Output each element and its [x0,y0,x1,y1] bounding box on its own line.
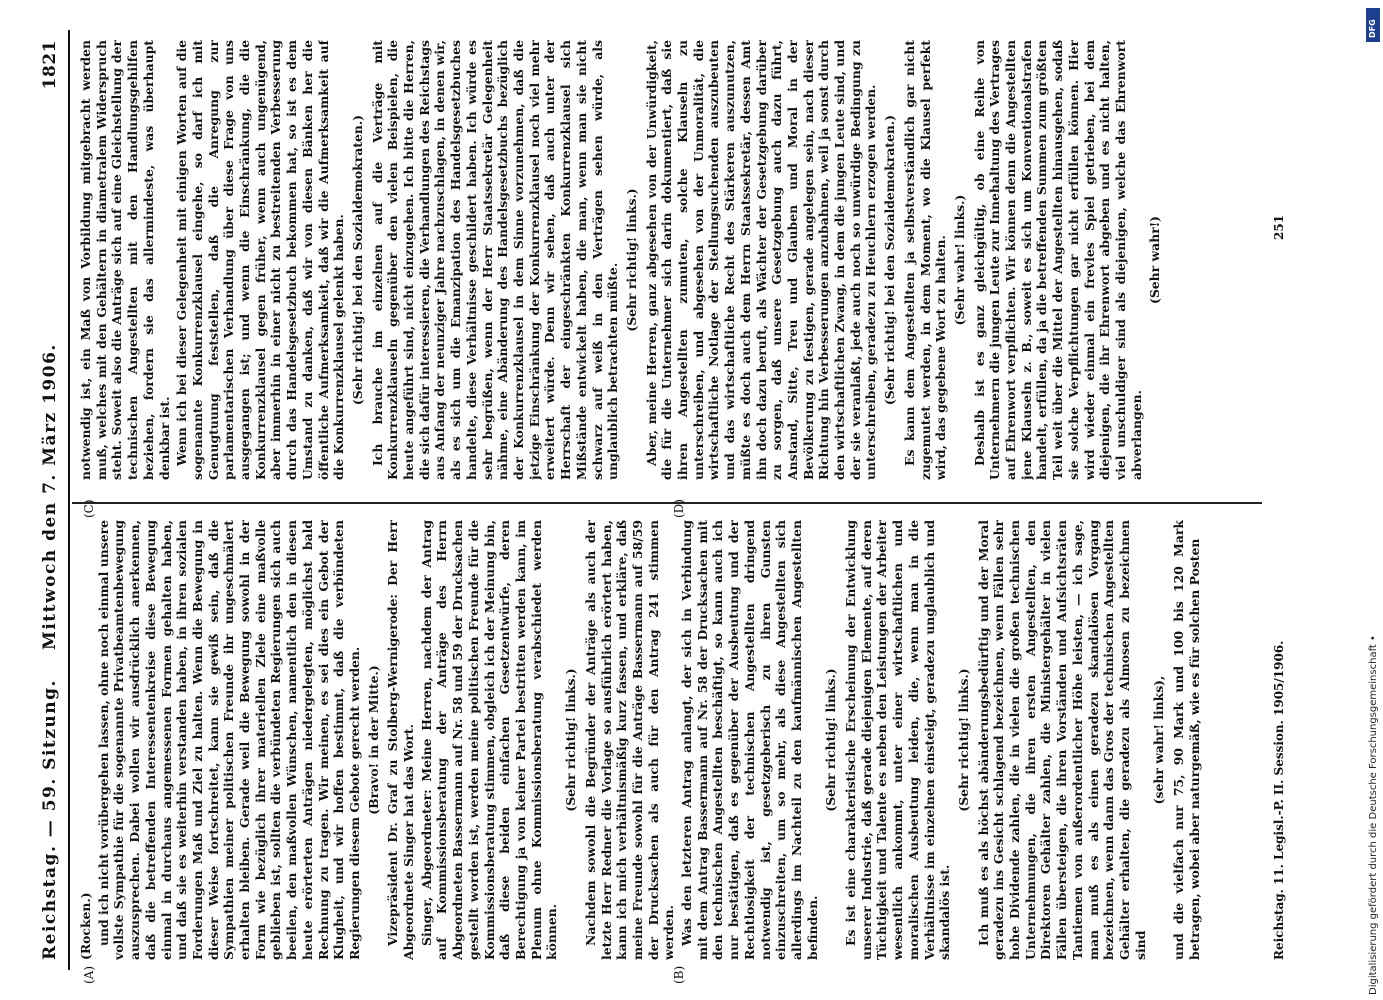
header-date: Mittwoch den 7. März 1906. [40,343,60,650]
paragraph: und die vielfach nur 75, 90 Mark und 100 bis 120 Mark betragen, wobei aber naturgemäß, wie es für solchen Posten [1171,520,1202,960]
header-left: Reichstag. — 59. Sitzung. [40,679,60,960]
paragraph: Nachdem sowohl die Begründer der Anträge als auch der letzte Herr Redner die Vorlage so ausführlich erörtert haben, kann ich mich verhältnismäßig kurz fassen, und erkläre, daß meine Freunde sowohl für die Anträge Bassermann auf 58/59 der Drucksachen als auch für den Antrag 241 stimmen werden. [582,520,677,960]
page-footer [1272,40,1302,960]
margin-mark-a: (A) [82,965,96,984]
interjection: (Sehr richtig! links.) [623,188,639,332]
interjection: (Sehr richtig! links.) [955,668,971,812]
column-divider [72,503,1262,505]
paragraph: notwendig ist, ein Maß von Vorbildung mitgebracht werden muß, welches mit den Gehältern in diametralem Widerspruch steht. Soweit also die Anträge sich auf eine Gleichstellung der technischen Angestellten mit den Handlungsgehilfen beziehen, fordern sie das allermindeste, was überhaupt denkbar ist. [78,40,172,480]
page-sheet [32,30,1332,984]
digitization-note [1358,5,1378,995]
margin-mark-b: (B) [672,965,686,984]
paragraph: Es ist eine charakteristische Erscheinung der Entwicklung unserer Industrie, daß gerade diejenigen Elemente, auf deren Tüchtigkeit und Talente es neben den Leistungen der Arbeiter wesentlich ankommt, unter einer wirtschaftlichen und moralischen Ausbeutung leiden, die, wenn man in die Verhältnisse im einzelnen einsteigt, geradezu unglaublich und skandalös ist. [843,520,953,960]
paragraph: Ich brauche im einzelnen auf die Verträge mit Konkurrenzklauseln gegenüber den vielen Beispielen, die heute angeführt sind, nicht einzugehen. Ich bitte die Herren, die sich dafür interessieren, die Verhandlungen des Reichstags aus Anfang der neunziger Jahre nachzuschlagen, in denen wir, als es sich um die Emanzipation des Handelsgesetzbuches handelte, diese Verhältnisse geschildert haben. Ich würde es sehr begrüßen, wenn der Herr Staatssekretär Gelegenheit nähme, eine Abänderung des Handelsgesetzbuchs bezüglich der Konkurrenzklausel in dem Sinne vorzunehmen, daß die jetzige Einschränkung der Konkurrenzklausel noch viel mehr erweitert würde. Denn wir sehen, daß auch unter der Herrschaft der eingeschränkten Konkurrenzklausel sich Mißstände entwickelt haben, die man, wenn man sie nicht schwarz auf weiß in den Verträgen sehen würde, als unglaublich betrachten müßte. [369,40,621,480]
paragraph: Aber, meine Herren, ganz abgesehen von der Unwürdigkeit, die für die Unternehmer sich darin dokumentiert, daß sie ihren Angestellten zumuten, solche Klauseln zu unterschreiben, und abgesehen von der Unmoralität, die wirtschaftliche Notlage der Stellungsuchenden auszubeuten und das wirtschaftliche Recht des Stärkeren auszunutzen, müßte es doch auch dem Herrn Staatssekretär, dessen Amt ihn doch dazu beruft, als Wächter der Gesetzgebung darüber zu sorgen, daß unsere Gesetzgebung auch dazu führt, Anstand, Sitte, Treu und Glauben und Moral in der Bevölkerung zu festigen, gerade angelegen sein, nach dieser Richtung hin Verbesserungen anzubahnen, weil ja sonst durch den wirtschaftlichen Zwang, in dem die jungen Leute sind, und der sie veranlaßt, jede auch noch so unwürdige Bedingung zu unterschreiben, geradezu zu Heuchlern erzogen werden. [643,40,879,480]
interjection: (Sehr wahr!) [1147,215,1163,305]
paragraph: Was den letzteren Antrag anlangt, der sich in Verbindung mit dem Antrag Bassermann auf Nr. 58 der Drucksachen mit den technischen Angestellten beschäftigt, so kann auch ich nur bestätigen, daß es gegenüber der Ausbeutung und der Rechtlosigkeit der technischen Angestellten dringend notwendig ist, gesetzgeberisch zu ihren Gunsten einzuschreiten, um so mehr, als diese Angestellten sich allerdings im Nachteil zu den kaufmännischen Angestellten befinden. [679,520,820,960]
interjection: (Bravo! in der Mitte.) [365,665,381,815]
footer-page-number: 251 [1272,214,1286,240]
interjection: (Sehr richtig! bei den Sozialdemokraten.) [349,114,365,406]
header-rule [68,30,70,970]
right-column [78,40,1258,480]
dfg-logo-text: DFG [1368,19,1377,38]
paragraph: Vizepräsident Dr. Graf zu Stolberg-Wernigerode: Der Herr Abgeordnete Singer hat das Wort. [385,520,417,960]
paragraph: Ich muß es als höchst abänderungsbedürftig und der Moral geradezu ins Gesicht schlagend bezeichnen, wenn Fällen sehr hohe Dividende zahlen, die in vielen die großen technischen Unternehmungen, die ihren ersten Angestellten, den Direktoren Gehälter zahlen, die Ministergehälter in vielen Fällen übersteigen, die ihren Vorständen und Aufsichtsräten Tantiemen von außerordentlicher Höhe leisten, — ich sage, man muß es als einen geradezu skandalösen Vorgang bezeichnen, wenn dann das Gros der technischen Angestellten Gehälter erhalten, die geradezu als Almosen zu bezeichnen sind [975,520,1148,960]
footer-source: Reichstag. 11. Legisl.-P. II. Session. 1905/1906. [1272,640,1286,960]
speaker-tag: (Rocken.) [78,892,93,960]
interjection: (Sehr wahr! links.) [951,194,967,326]
digitization-note-text: Digitalisierung gefördert durch die Deutsche Forschungsgemeinschaft • [1368,635,1379,995]
paragraph: Es kann dem Angestellten ja selbstverständlich gar nicht zugemutet werden, in dem Moment, wo die Klausel perfekt wird, das gegebene Wort zu halten. [901,40,949,480]
interjection: (sehr wahr! links), [1151,675,1167,805]
paragraph: Singer, Abgeordneter: Meine Herren, nachdem der Antrag auf Kommissionsberatung der Anträge des Herrn Abgeordneten Bassermann auf Nr. 58 und 59 der Drucksachen gestellt worden ist, werden meine politischen Freunde für die Kommissionsberatung stimmen, obgleich ich der Meinung bin, daß diese beiden einfachen Gesetzentwürfe, deren Berechtigung ja von keiner Partei bestritten werden kann, im Plenum ohne Kommissionsberatung verabschiedet werden können. [418,520,560,960]
interjection: (Sehr richtig! bei den Sozialdemokraten.) [882,114,898,406]
margin-mark-d: (D) [672,499,686,518]
paragraph: Wenn ich bei dieser Gelegenheit mit einigen Worten auf die sogenannte Konkurrenzklausel eingehe, so darf ich mit Genugtuung feststellen, daß die Anregung zur parlamentarischen Verhandlung über diese Frage von uns ausgegangen ist; und wenn die Einschränkung, die die Konkurrenzklausel gegen früher, wenn auch ungenügend, aber immerhin in einer nicht zu bestreitenden Verbesserung durch das Handelsgesetzbuch bekommen hat, so ist es dem Umstand zu danken, daß wir von diesen Bänken her die öffentliche Aufmerksamkeit, daß wir die Aufmerksamkeit auf die Konkurrenzklausel gelenkt haben. [174,40,347,480]
interjection: (Sehr richtig! links.) [823,668,839,812]
left-column [78,520,1258,960]
interjection: (Sehr richtig! links.) [563,668,579,812]
header-page-number: 1821 [40,40,60,90]
paragraph: Deshalb ist es ganz gleichgültig, ob eine Reihe von Unternehmern die jungen Leute zur Innehaltung des Vertrages auf Ehrenwort verpflichten. Wir können denn die Angestellten jene Klauseln z. B., soweit es sich um Konventionalstrafen handelt, erfüllen, da ja die betreffenden Summen zum größten Teil weit über die Mittel der Angestellten hinausgehen, sodaß sie solche Verpflichtungen gar nicht erfüllen können. Hier wird wieder einmal ein frevles Spiel getrieben, bei dem diejenigen, die ihr Ehrenwort abgeben und es nicht halten, viel unschuldiger sind als diejenigen, welche das Ehrenwort abverlangen. [971,40,1144,480]
margin-mark-c: (C) [82,499,96,518]
page-header [32,30,66,970]
paragraph: und ich nicht vorübergehen lassen, ohne noch einmal unsere vollste Sympathie für die sogenannte Privatbeamtenbewegung auszusprechen. Dabei wollen wir ausdrücklich anerkennen, daß die betreffenden Interessentenkreise diese Bewegung einmal in durchaus angemessenen Formen gehalten haben, und daß sie es weiterhin verstanden haben, in ihren sozialen Forderungen Maß und Ziel zu halten. Wenn die Bewegung in dieser Weise fortschreitet, kann sie gewiß sein, daß die Sympathien meiner politischen Freunde ihr ungeschmälert erhalten bleiben. Gerade weil die Bewegung sowohl in der Form wie bezüglich ihrer materiellen Ziele eine maßvolle geblieben ist, sollten die verbündeten Regierungen sich auch beeilen, den maßvollen Wünschen, namentlich den in diesen heute erörterten Anträgen niedergelegten, möglichst bald Rechnung zu tragen. Wir meinen, es sei dies ein Gebot der Klugheit, und wir hoffen bestimmt, daß die verbündeten Regierungen diesem Gebote gerecht werden. [95,520,362,960]
